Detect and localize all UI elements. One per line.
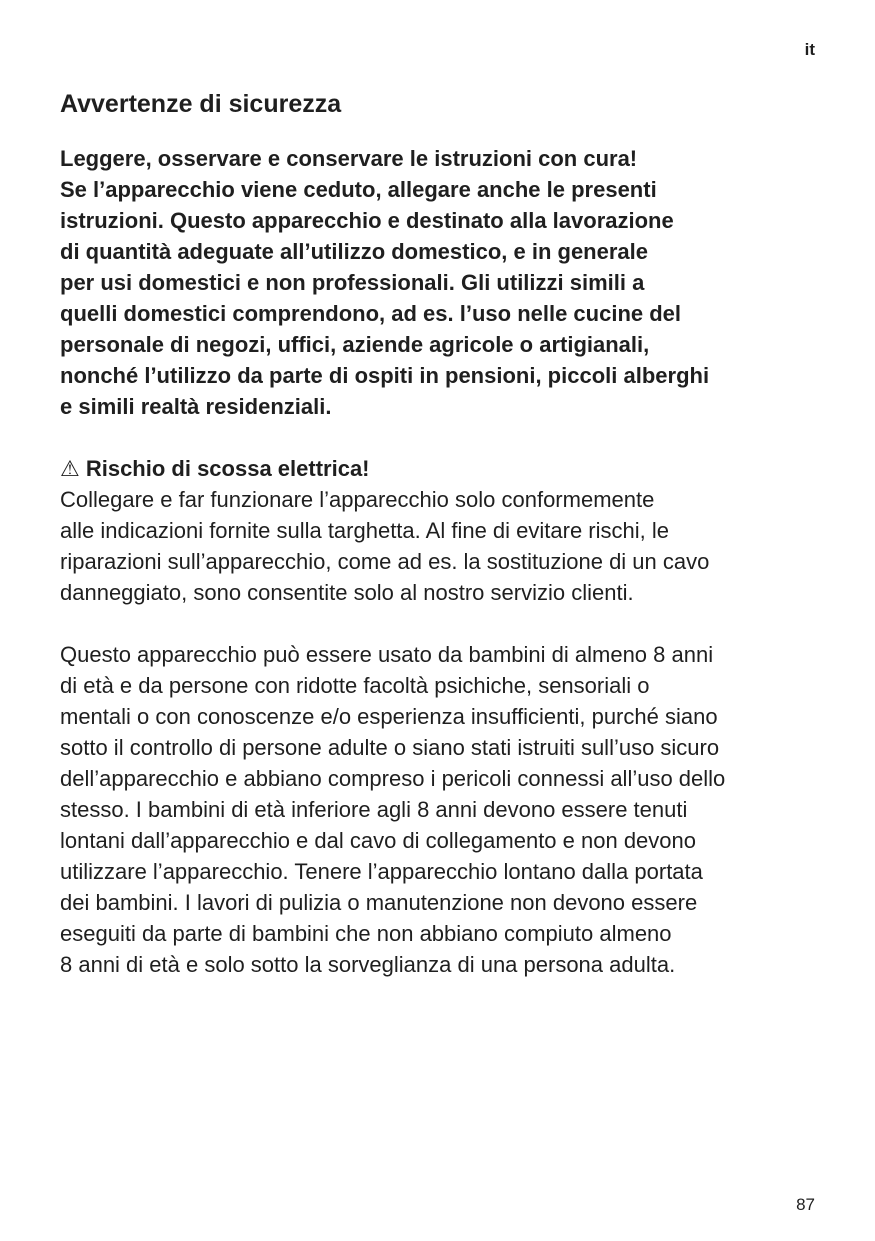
warning-paragraph (60, 453, 830, 608)
intro-line: personale di negozi, uffici, aziende agricole o artigianali, (60, 331, 650, 357)
page-title: Avvertenze di sicurezza (60, 90, 342, 118)
children-paragraph (60, 639, 830, 980)
warning-heading: ⚠ Rischio di scossa elettrica! (60, 455, 370, 481)
intro-line: di quantità adeguate all’utilizzo domestico, e in generale (60, 238, 648, 264)
intro-line: istruzioni. Questo apparecchio e destinato alla lavorazione (60, 207, 674, 233)
children-line: sotto il controllo di persone adulte o siano stati istruiti sull’uso sicuro (60, 734, 720, 760)
page-number: 87 (796, 1195, 815, 1214)
warning-line: danneggiato, sono consentite solo al nostro servizio clienti. (60, 579, 634, 605)
children-line: mentali o con conoscenze e/o esperienza insufficienti, purché siano (60, 703, 718, 729)
language-label: it (804, 40, 815, 59)
children-line: lontani dall’apparecchio e dal cavo di collegamento e non devono (60, 827, 697, 853)
intro-line: nonché l’utilizzo da parte di ospiti in pensioni, piccoli alberghi (60, 362, 710, 388)
children-line: 8 anni di età e solo sotto la sorveglianza di una persona adulta. (60, 951, 676, 977)
intro-paragraph (60, 143, 830, 422)
paragraph-gap (60, 608, 830, 639)
warning-line: alle indicazioni fornite sulla targhetta. Al fine di evitare rischi, le (60, 517, 669, 543)
children-line: eseguiti da parte di bambini che non abbiano compiuto almeno (60, 920, 672, 946)
intro-line: e simili realtà residenziali. (60, 393, 332, 419)
warning-line: Collegare e far funzionare l’apparecchio solo conformemente (60, 486, 655, 512)
children-line: di età e da persone con ridotte facoltà psichiche, sensoriali o (60, 672, 650, 698)
intro-line: per usi domestici e non professionali. Gli utilizzi simili a (60, 269, 645, 295)
children-line: stesso. I bambini di età inferiore agli 8 anni devono essere tenuti (60, 796, 688, 822)
intro-line: Leggere, osservare e conservare le istruzioni con cura! (60, 145, 638, 171)
children-line: dell’apparecchio e abbiano compreso i pericoli connessi all’uso dello (60, 765, 726, 791)
intro-line: quelli domestici comprendono, ad es. l’uso nelle cucine del (60, 300, 682, 326)
intro-line: Se l’apparecchio viene ceduto, allegare anche le presenti (60, 176, 657, 202)
children-line: utilizzare l’apparecchio. Tenere l’apparecchio lontano dalla portata (60, 858, 703, 884)
warning-line: riparazioni sull’apparecchio, come ad es. la sostituzione di un cavo (60, 548, 710, 574)
children-line: Questo apparecchio può essere usato da bambini di almeno 8 anni (60, 641, 714, 667)
safety-section (60, 88, 830, 980)
children-line: dei bambini. I lavori di pulizia o manutenzione non devono essere (60, 889, 698, 915)
paragraph-gap (60, 422, 830, 453)
